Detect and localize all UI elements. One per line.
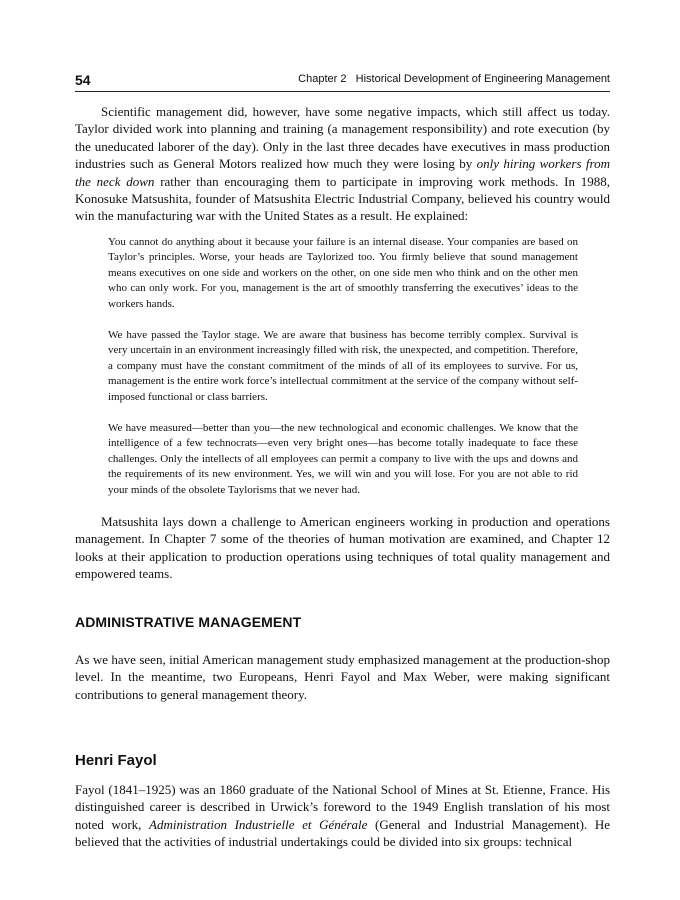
body-paragraph-administrative: As we have seen, initial American management study emphasized management at the production-shop level. In the meantime, two Europeans, Henri Fayol and Max Weber, were making significant contributions to general management theory. <box>75 652 610 702</box>
section-heading: ADMINISTRATIVE MANAGEMENT <box>75 614 302 630</box>
emphasis-text: Administration Industrielle et Générale <box>149 816 368 832</box>
body-paragraph-matsushita: Matsushita lays down a challenge to American engineers working in production and operations management. In Chapter 7 some of the theories of human motivation are examined, and Chapter 12 looks at their application to production operations using techniques of total quality management and empowered teams. <box>75 514 610 582</box>
paragraph-text: rather than encouraging them to participate in improving work methods. In 1988, Konosuke Matsushita, founder of Matsushita Electric Industrial Company, believed his country would win the manufacturing war with the United States as a result. He explained: <box>75 173 610 224</box>
header-divider <box>75 91 610 92</box>
block-quote-1: You cannot do anything about it because your failure is an internal disease. Your companies are based on Taylor’s principles. Worse, your heads are Taylorized too. You firmly believe that sound management means executives on one side and workers on the other, on one side men who think and on the other men who can only work. For you, management is the art of smoothly transferring the executives’ ideas to the workers hands. <box>108 236 578 310</box>
body-paragraph-scientific-management <box>75 103 610 225</box>
emphasis-text: only hiring workers from the neck down <box>75 156 610 189</box>
running-head: Chapter 2 Historical Development of Engineering Management <box>298 73 610 85</box>
subsection-heading: Henri Fayol <box>75 752 157 769</box>
block-quote-2: We have passed the Taylor stage. We are aware that business has become terribly complex. Survival is very uncertain in an environment increasingly filled with risk, the unexpected, and competition. Therefore, a company must have the constant commitment of the minds of all of its employees to survive. For us, management is the entire work force’s intellectual commitment at the service of the company without self-imposed functional or class barriers. <box>108 329 578 403</box>
paragraph-text: Scientific management did, however, have some negative impacts, which still affect us today. Taylor divided work into planning and training (a management responsibility) and rote execution (by the uneducated laborer of the day). Only in the last three decades have executives in mass production industries such as General Motors realized how much they were losing by <box>75 104 610 172</box>
paragraph-text: Fayol (1841–1925) was an 1860 graduate of the National School of Mines at St. Etienne, France. His distinguished career is described in Urwick’s foreword to the 1949 English translation of his most noted work, <box>75 782 610 832</box>
body-paragraph-fayol <box>75 781 610 851</box>
paragraph-text: (General and Industrial Management). He believed that the activities of industrial undertakings could be divided into six groups: technical <box>75 816 610 850</box>
page-number: 54 <box>75 72 91 88</box>
page-header <box>75 72 610 90</box>
block-quote-3: We have measured—better than you—the new technological and economic challenges. We know that the intelligence of a few technocrats—even very bright ones—has become totally inadequate to face these challenges. Only the intellects of all employees can permit a company to live with the ups and downs and the requirements of its new environment. Yes, we will win and you will lose. For you are not able to rid your minds of the obsolete Taylorisms that we never had. <box>108 422 578 496</box>
